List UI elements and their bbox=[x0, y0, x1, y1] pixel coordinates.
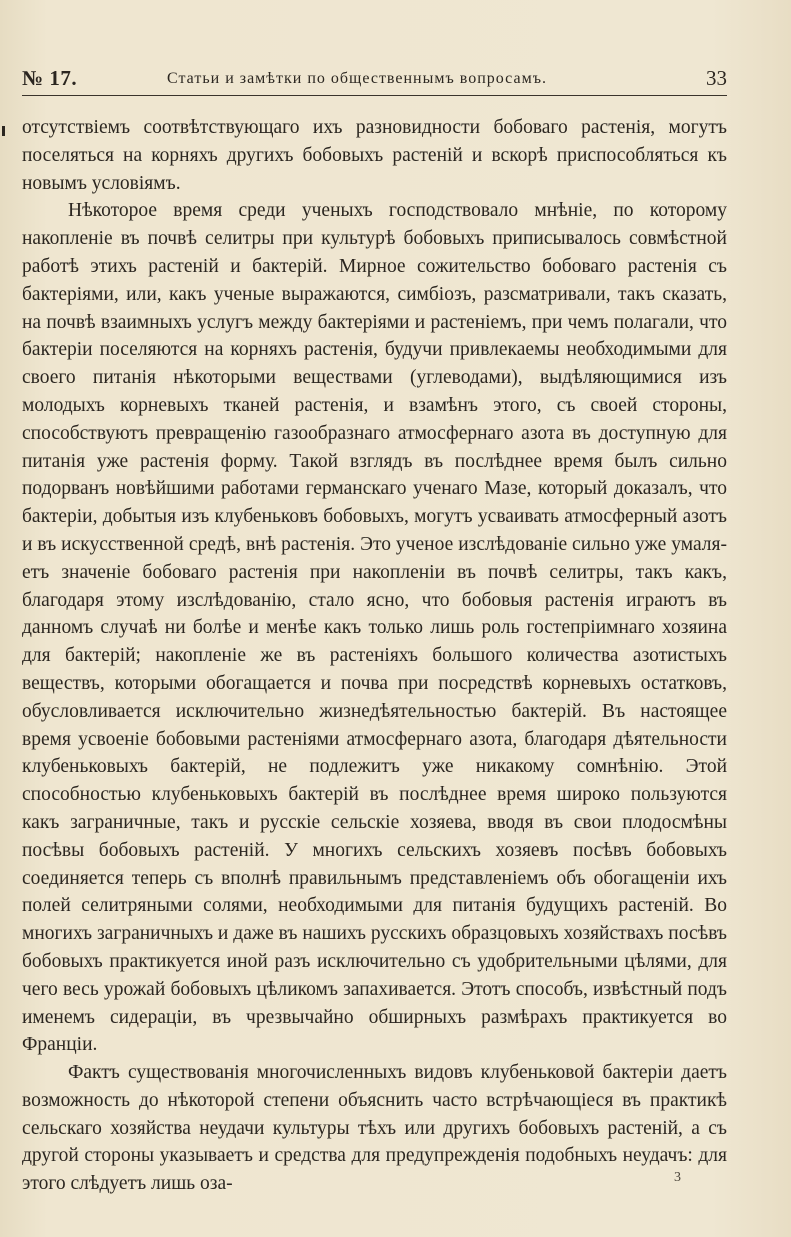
page-number: 33 bbox=[706, 66, 727, 90]
margin-mark bbox=[2, 126, 5, 136]
paragraph-3: Фактъ существованія многочисленныхъ видовъ клубеньковой бактеріи даетъ возможность до нѣкоторой степени объяснить часто встрѣчающіеся въ практикѣ сельскаго хозяйства неудачи культуры тѣхъ или другихъ бобовыхъ растеній, а съ другой стороны указываетъ и средства для предупрежденія подобныхъ неудачъ: для этого слѣдуетъ лишь оза- bbox=[22, 1062, 727, 1195]
article-body bbox=[22, 114, 727, 1198]
paragraph-1: отсутствіемъ соотвѣтствующаго ихъ разновидности бобоваго растенія, могутъ поселяться на корняхъ другихъ бобовыхъ растеній и вскорѣ приспособляться къ новымъ условіямъ. bbox=[22, 117, 727, 194]
issue-number: № 17. bbox=[22, 66, 78, 90]
paragraph-2: Нѣкоторое время среди ученыхъ господствовало мнѣніе, по которому накопленіе въ почвѣ селитры при культурѣ бобовыхъ приписывалось совмѣстной работѣ этихъ растеній и бактерій. Мирное сожительство бобоваго растенія съ бактеріями, или, какъ ученые выражаются, симбіозъ, разсматривали, такъ сказать, на почвѣ взаимныхъ услугъ между бактеріями и растеніемъ, при чемъ полагали, что бактеріи поселяются на корняхъ растенія, будучи привлекаемы необходимыми для своего питанія нѣкоторыми веществами (углеводами), выдѣляющимися изъ молодыхъ корневыхъ тканей растенія, и взамѣнъ этого, съ своей стороны, способствуютъ превращенію газообразнаго атмосфернаго азота въ доступную для питанія уже растенія форму. Такой взглядъ въ послѣднее время былъ сильно подорванъ новѣйшими работами германскаго ученаго Мазе, который доказалъ, что бактеріи, добытыя изъ клубеньковъ бобовыхъ, могутъ усваивать атмосферный азотъ и въ искусственной средѣ, внѣ растенія. Это ученое изслѣдованіе сильно уже умаляетъ значеніе бобоваго растенія при накопленіи въ почвѣ селитры, такъ какъ, благодаря этому изслѣдованію, стало ясно, что бобовыя растенія играютъ въ данномъ случаѣ ни болѣе и менѣе какъ только лишь роль гостепріимнаго хозяина для бактерій; накопленіе же въ растеніяхъ большого количества азотистыхъ веществъ, которыми обогащается и почва при посредствѣ корневыхъ остатковъ, обусловливается исключительно жизнедѣятельностью бактерій. Въ настоящее время усвоеніе бобовыми растеніями атмосфернаго азота, благодаря дѣятельности клубеньковыхъ бактерій, не подлежитъ уже никакому сомнѣнію. Этой способностью клубеньковыхъ бактерій въ послѣднее время широко пользуются какъ заграничные, такъ и русскіе сельскіе хозяева, вводя въ свои плодосмѣны посѣвы бобовыхъ растеній. У многихъ сельскихъ хозяевъ посѣвъ бобовыхъ соединяется теперь съ вполнѣ правильнымъ представленіемъ объ обогащеніи ихъ полей селитряными солями, необходимыми для питанія будущихъ растеній. Во многихъ заграничныхъ и даже въ нашихъ русскихъ образцовыхъ хозяйствахъ посѣвъ бобовыхъ практикуется иной разъ исключительно съ удобрительными цѣлями, для чего весь урожай бобовыхъ цѣликомъ запахивается. Этотъ способъ, извѣстный подъ именемъ сидераціи, въ чрезвычайно обширныхъ размѣрахъ практикуется во Франціи. bbox=[22, 200, 727, 1056]
signature-mark: 3 bbox=[674, 1170, 681, 1185]
header-rule bbox=[22, 95, 727, 96]
running-title: Статьи и замѣтки по общественнымъ вопросамъ. bbox=[167, 70, 547, 87]
running-header bbox=[22, 64, 727, 94]
